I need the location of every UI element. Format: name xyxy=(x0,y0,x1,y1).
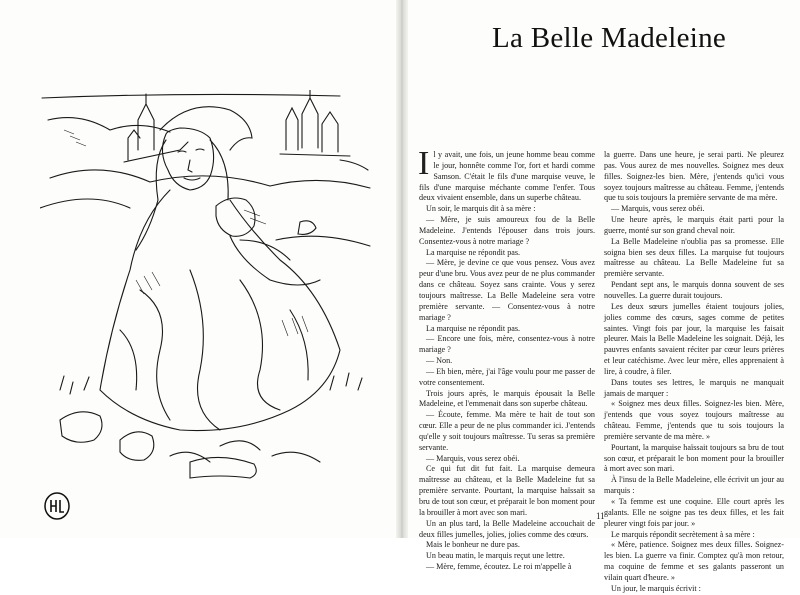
paragraph: « Mère, patience. Soignez mes deux filles. Soignez-les bien. La guerre va finir. Comptez qu'à mon retour, ma coquine de femme et ses galants passeront un vilain quart d'heure. » xyxy=(604,540,784,582)
paragraph: Ce qui fut dit fut fait. La marquise demeura maîtresse au château, et la Belle Madeleine fut sa première servante. Pourtant, la marquise haïssait sa bru de tout son cœur, et préparait le bon moment pour la brouiller à mort avec son mari. xyxy=(419,464,595,517)
paragraph: — Mère, femme, écoutez. Le roi m'appelle à xyxy=(426,562,572,572)
paragraph: — Marquis, vous serez obéi. xyxy=(611,204,705,214)
paragraph: « Soignez mes deux filles. Soignez-les bien. Mère, j'entends que vous soyez toujours maîtresse au château. Femme, j'entends que tu sois toujours la première servante de ma mère. » xyxy=(604,399,784,441)
paragraph: — Marquis, vous serez obéi. xyxy=(426,453,520,463)
paragraph: Mais le bonheur ne dure pas. xyxy=(426,540,520,550)
paragraph: — Encore une fois, mère, consentez-vous à notre mariage ? xyxy=(419,334,595,355)
paragraph: La marquise ne répondit pas. xyxy=(426,323,521,333)
right-page xyxy=(406,0,800,593)
chapter-title: La Belle Madeleine xyxy=(492,22,727,54)
paragraph: — Non. xyxy=(426,356,453,366)
paragraph: Le marquis répondit secrètement à sa mère : xyxy=(611,529,755,539)
text-column-1 xyxy=(418,145,595,573)
paragraph: Une heure après, le marquis était parti pour la guerre, monté sur son grand cheval noir. xyxy=(604,215,784,235)
paragraph: — Mère, je devine ce que vous pensez. Vous avez peur d'une bru. Vous avez peur de ne plus commander dans ce château. Soyez sans crainte. Vous y serez toujours maîtresse. La Belle Madeleine sera votre première servante. — Consentez-vous à notre mariage ? xyxy=(419,258,595,322)
drop-cap: I xyxy=(418,145,430,182)
paragraph: — Écoute, femme. Ma mère te hait de tout son cœur. Elle a peur de ne plus commander ici. J'entends qu'elle y soit toujours maîtresse. Tu seras sa première servante. xyxy=(419,410,595,452)
paragraph: Pendant sept ans, le marquis donna souvent de ses nouvelles. La guerre durait toujours. xyxy=(604,280,784,300)
paragraph: Un jour, le marquis écrivit : xyxy=(611,583,701,593)
paragraph: la guerre. Dans une heure, je serai parti. Ne pleurez pas. Vous aurez de mes nouvelles. Soignez mes deux filles. Soignez-les bien. Mère, j'entends qu'ici vous soyez toujours maîtresse au château. Femme, j'entends que tu sois toujours la première servante de ma mère. xyxy=(604,150,784,203)
paragraph: Un beau matin, le marquis reçut une lettre. xyxy=(426,551,565,561)
page-number: 11 xyxy=(596,511,605,521)
left-page xyxy=(0,0,398,538)
paragraph: Un soir, le marquis dit à sa mère : xyxy=(426,204,536,214)
paragraph: La Belle Madeleine n'oublia pas sa promesse. Elle soigna bien ses deux filles. La marquise fut toujours maîtresse au château. La Belle Madeleine fut sa première servante. xyxy=(604,236,784,279)
paragraph: Les deux sœurs jumelles étaient toujours jolies, jolies comme des cœurs, sages comme de petites saintes. Vingt fois par jour, la marquise les faisait pleurer. Mais la Belle Madeleine les soignait. Déjà, les pauvres enfants savaient réciter par cœur leurs prières et leur catéchisme. Avec leur mère, elles apprenaient à lire, à coudre, à filer. xyxy=(604,301,784,376)
paragraph: À l'insu de la Belle Madeleine, elle écrivit un jour au marquis : xyxy=(604,475,784,496)
paragraph: Trois jours après, le marquis épousait la Belle Madeleine, et l'emmenait dans son superbe château. xyxy=(419,388,595,409)
paragraph: « Ta femme est une coquine. Elle court après les galants. Elle ne soigne pas tes deux filles, et les fait pleurer vingt fois par jour. » xyxy=(604,497,784,528)
paragraph: Il y avait, une fois, un jeune homme beau comme le jour, honnête comme l'or, fort et hardi comme Samson. C'était le fils d'une marquise veuve, le fils d'une marquise méchante comme l'enfer. Tous deux vivaient ensemble, dans un superbe château. xyxy=(418,145,595,203)
paragraph: — Eh bien, mère, j'ai l'âge voulu pour me passer de votre consentement. xyxy=(419,366,595,387)
paragraph: Dans toutes ses lettres, le marquis ne manquait jamais de marquer : xyxy=(604,377,784,398)
monogram-seal-icon xyxy=(43,491,71,521)
woodcut-illustration xyxy=(40,90,372,485)
paragraph: Un an plus tard, la Belle Madeleine accouchait de deux filles jumelles, jolies, jolies comme des cœurs. xyxy=(419,518,595,539)
paragraph: — Mère, je suis amoureux fou de la Belle Madeleine. J'entends l'épouser dans trois jours. Consentez-vous à notre mariage ? xyxy=(419,215,595,246)
text-column-2 xyxy=(604,150,784,595)
paragraph: Pourtant, la marquise haïssait toujours sa bru de tout son cœur, et préparait le bon moment pour la brouiller à mort avec son mari. xyxy=(604,442,784,474)
paragraph: La marquise ne répondit pas. xyxy=(426,247,521,257)
